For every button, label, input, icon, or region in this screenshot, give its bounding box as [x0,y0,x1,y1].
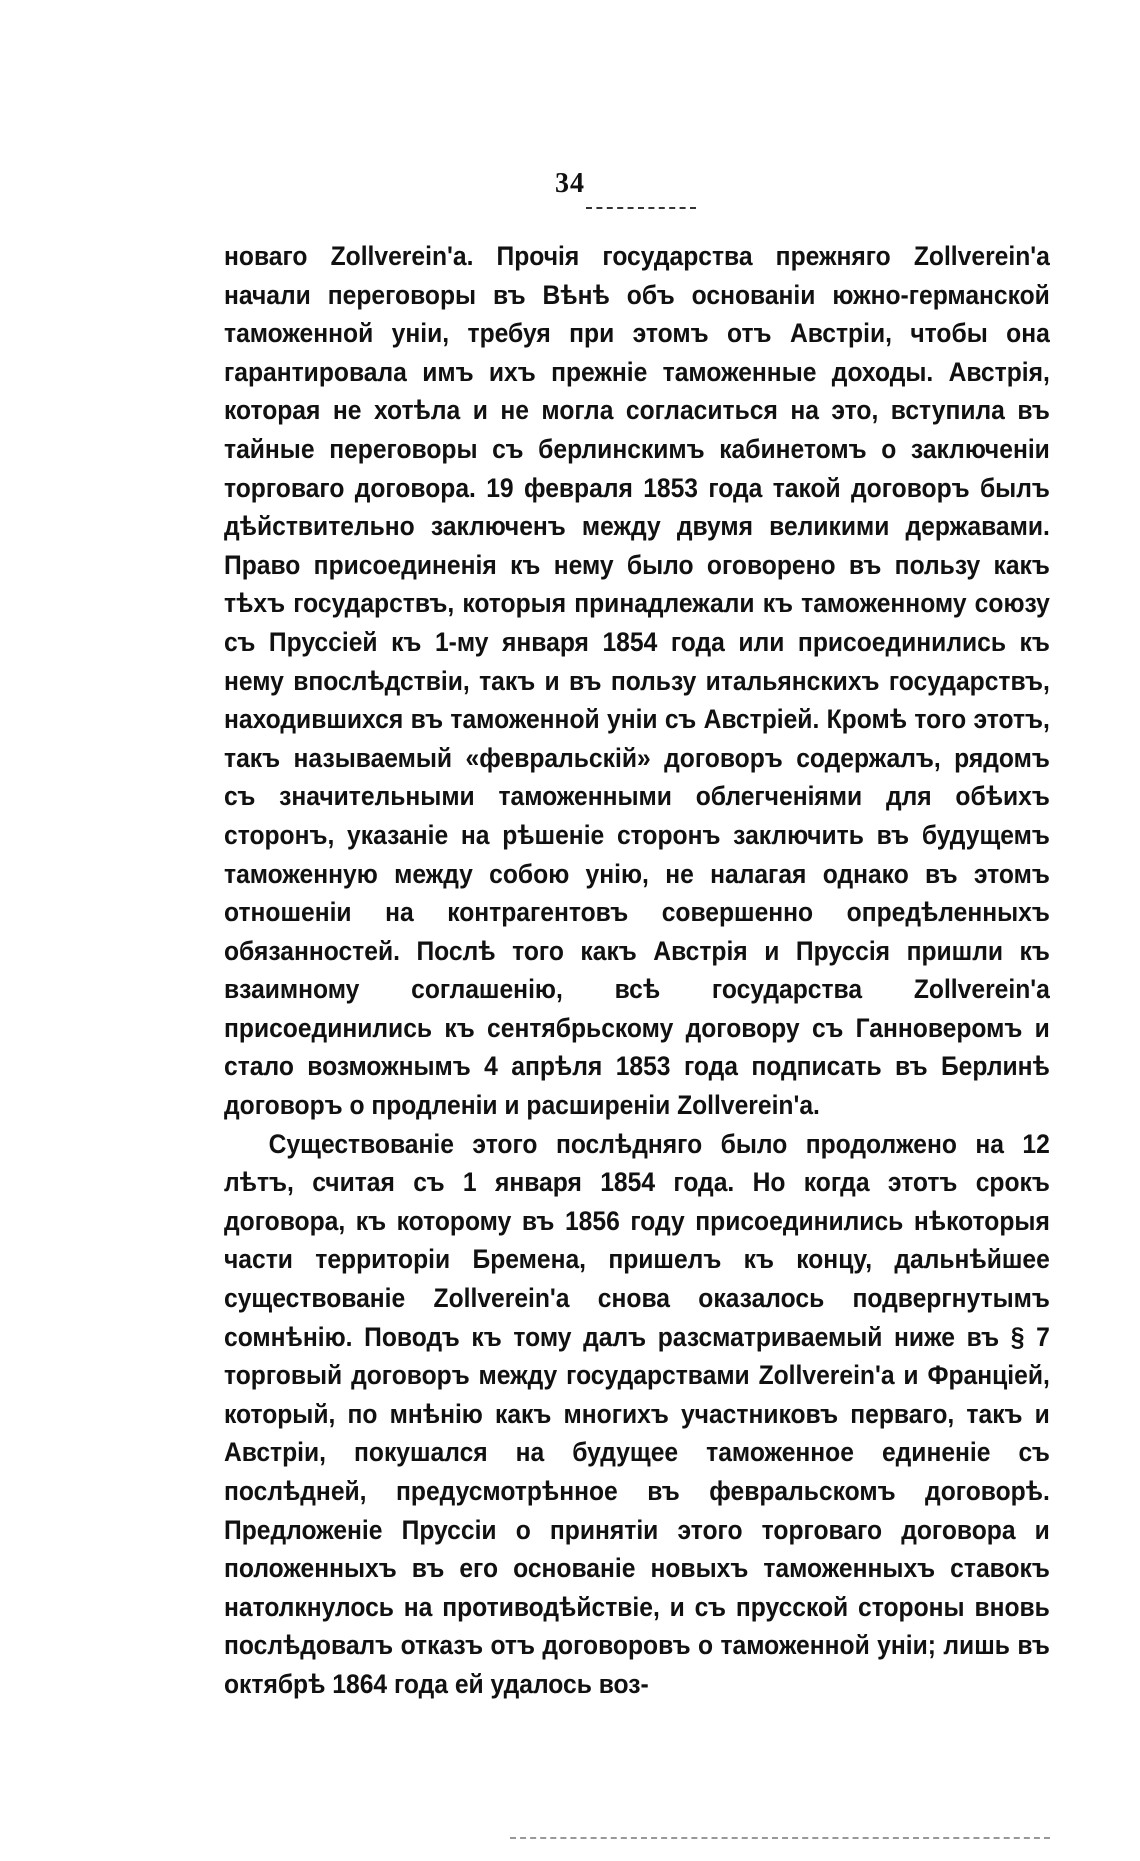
body-text [224,237,1050,1704]
page-number: 34 [555,168,585,199]
paragraph: Существованіе этого послѣдняго было продолжено на 12 лѣтъ, считая съ 1 января 1854 года. Но когда этотъ срокъ договора, къ которому въ 1856 году присоединились нѣкоторыя части территоріи Бремена, пришелъ къ концу, дальнѣйшее существованіе Zollverein'а снова оказалось подвергнутымъ сомнѣнію. Поводъ къ тому далъ разсматриваемый ниже въ § 7 торговый договоръ между государствами Zollverein'а и Франціей, который, по мнѣнію какъ многихъ участниковъ перваго, такъ и Австріи, покушался на будущее таможенное единеніе съ послѣдней, предусмотрѣнное въ февральскомъ договорѣ. Предложеніе Пруссіи о принятіи этого торговаго договора и положенныхъ въ его основаніе новыхъ таможенныхъ ставокъ натолкнулось на противодѣйствіе, и съ прусской стороны вновь послѣдовалъ отказъ отъ договоровъ о таможенной уніи; лишь въ октябрѣ 1864 года ей удалось воз- [224,1128,1050,1699]
paragraph-continuation: новаго Zollverein'а. Прочія государства прежняго Zollverein'а начали переговоры въ Вѣнѣ объ основаніи южно-германской таможенной уніи, требуя при этомъ отъ Австріи, чтобы она гарантировала имъ ихъ прежніе таможенные доходы. Австрія, которая не хотѣла и не могла согласиться на это, вступила въ тайные переговоры съ берлинскимъ кабинетомъ о заключеніи торговаго договора. 19 февраля 1853 года такой договоръ былъ дѣйствительно заключенъ между двумя великими державами. Право присоединенія къ нему было оговорено въ пользу какъ тѣхъ государствъ, которыя принадлежали къ таможенному союзу съ Пруссіей къ 1-му января 1854 года или присоединились къ нему впослѣдствіи, такъ и въ пользу итальянскихъ государствъ, находившихся въ таможенной уніи съ Австріей. Кромѣ того этотъ, такъ называемый «февральскій» договоръ содержалъ, рядомъ съ значительными таможенными облегченіями для обѣихъ сторонъ, указаніе на рѣшеніе сторонъ заключить въ будущемъ таможенную между собою унію, не налагая однако въ этомъ отношеніи на контрагентовъ совершенно опредѣленныхъ обязанностей. Послѣ того какъ Австрія и Пруссія пришли къ взаимному соглашенію, всѣ государства Zollverein'а присоединились къ сентябрьскому договору съ Ганноверомъ и стало возможнымъ 4 апрѣля 1853 года подписать въ Берлинѣ договоръ о продленіи и расширеніи Zollverein'а. [224,241,1050,1121]
page-number-rule [586,207,696,209]
footer-scan-marks [510,1837,1050,1839]
